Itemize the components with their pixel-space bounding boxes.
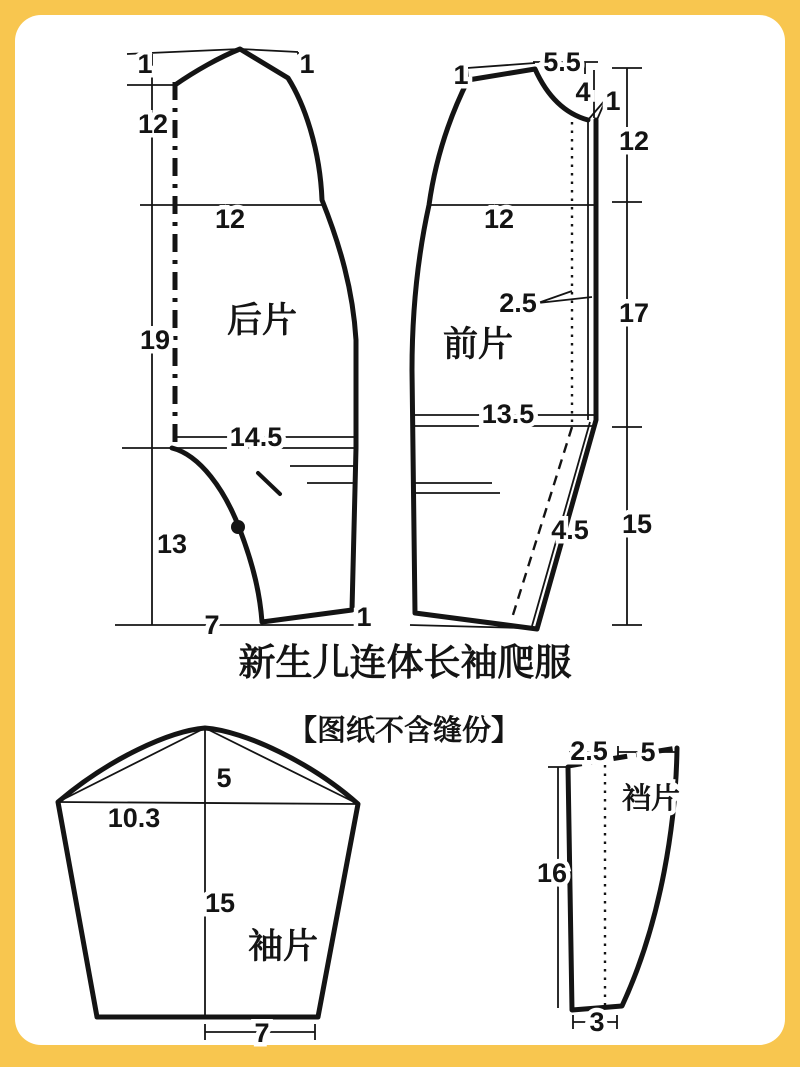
- front-neck-depth-label: 4: [575, 77, 591, 107]
- back-chest-to-crotch-label: 19: [139, 325, 171, 355]
- front-shoulder-adjust-label: 1: [453, 60, 469, 90]
- back-hem-rise-label: 1: [356, 602, 372, 632]
- sleeve-cuff-width-label: 7: [254, 1018, 270, 1048]
- sleeve-cap-height-label: 5: [216, 763, 232, 793]
- back-neck-to-chest-label: 12: [137, 109, 169, 139]
- front-chest-to-hip-label: 17: [618, 298, 650, 328]
- back-piece-name: 后片: [226, 301, 298, 340]
- sleeve-under-length-label: 15: [204, 888, 236, 918]
- front-hip-to-hem-label: 15: [621, 509, 653, 539]
- front-top-to-chest-label: 12: [618, 126, 650, 156]
- front-piece-name: 前片: [442, 325, 514, 364]
- back-chest-width-label: 12: [214, 204, 246, 234]
- back-crotch-to-hem-label: 13: [156, 529, 188, 559]
- gusset-piece-name: 裆片: [621, 783, 681, 815]
- gusset-bottom-width-label: 3: [589, 1007, 605, 1037]
- front-chest-width-label: 12: [483, 204, 515, 234]
- gusset-topright-width-label: 5: [640, 737, 656, 767]
- sleeve-cap-slant-label: 10.3: [107, 803, 161, 833]
- sleeve-piece-name: 袖片: [247, 927, 319, 966]
- gusset-topleft-width-label: 2.5: [570, 736, 608, 766]
- front-crotch-extension-label: 4.5: [551, 515, 589, 545]
- front-hip-width-label: 13.5: [481, 399, 535, 429]
- front-neck-notch-label: 1: [605, 86, 621, 116]
- gusset-length-label: 16: [536, 858, 568, 888]
- back-neck-drop-label: 1: [137, 49, 153, 79]
- page-subtitle: 【图纸不含缝份】: [287, 715, 521, 747]
- back-hem-width-label: 7: [204, 610, 220, 640]
- page-title: 新生儿连体长袖爬服: [238, 642, 572, 683]
- front-neck-width-label: 5.5: [543, 47, 581, 77]
- white-card: [15, 15, 785, 1045]
- back-hip-width-label: 14.5: [229, 422, 283, 452]
- back-shoulder-drop-label: 1: [299, 49, 315, 79]
- placket-offset-label: 2.5: [499, 288, 537, 318]
